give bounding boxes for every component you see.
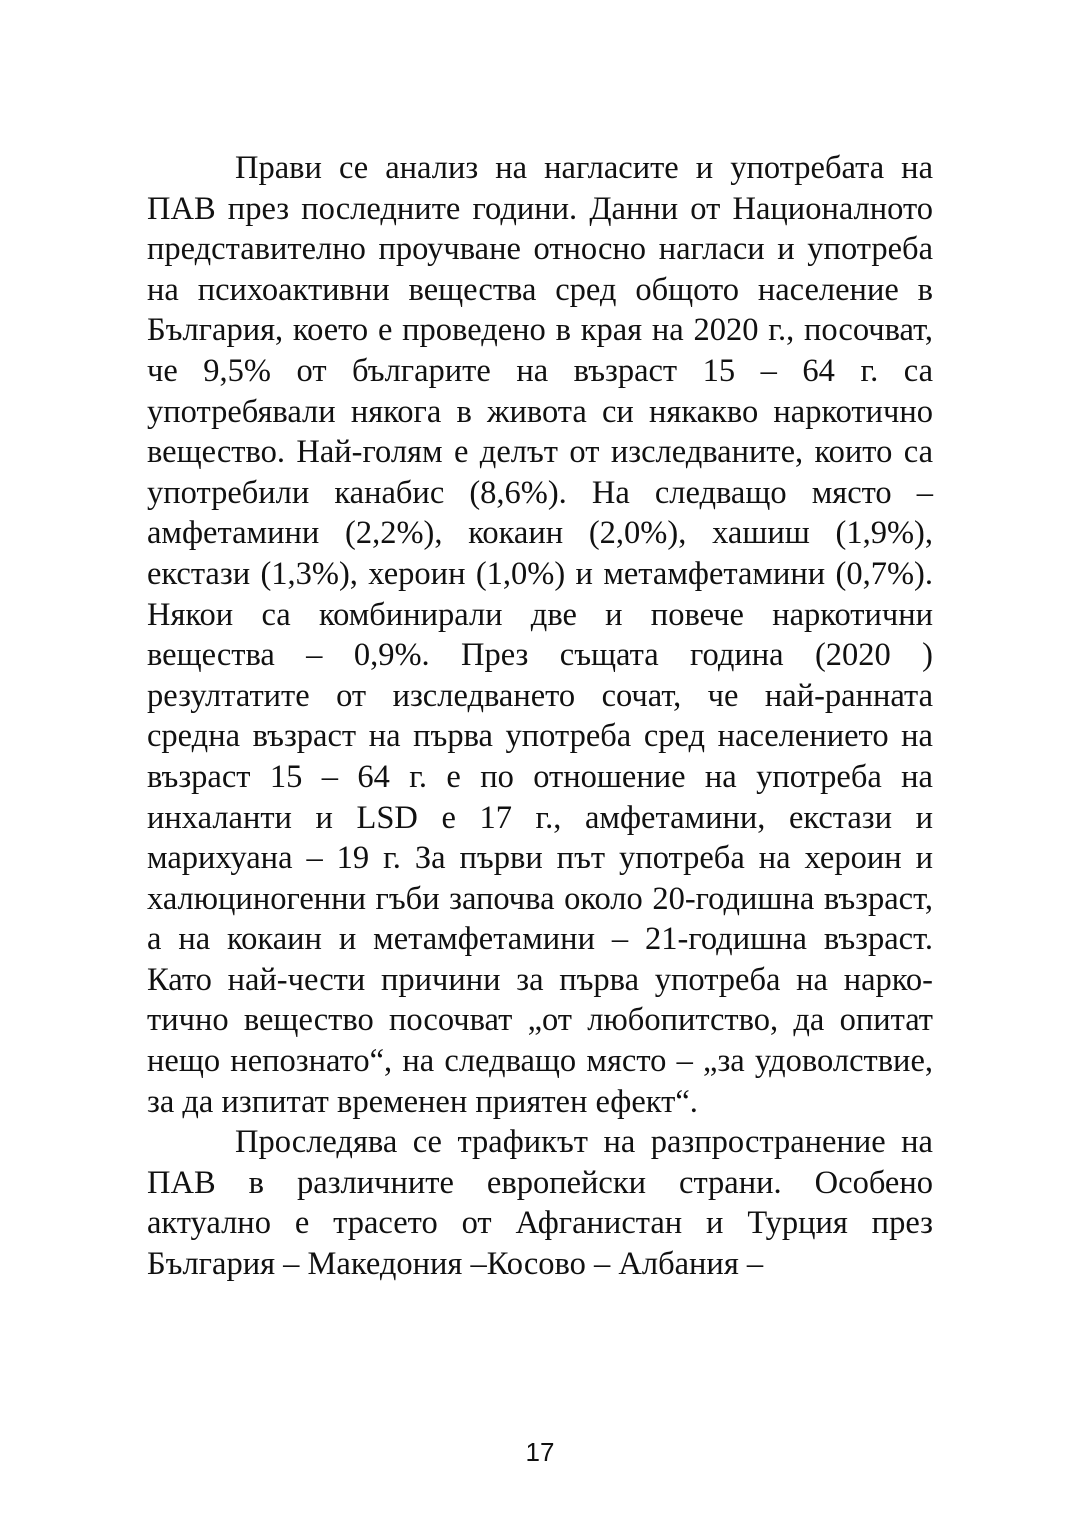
page-number: 17 bbox=[525, 1437, 555, 1467]
body-text bbox=[147, 148, 933, 1285]
paragraph-trafficking-routes: Проследява се трафикът на разпространение на ПАВ в различните европейски страни. Особено актуално е трасето от Афганистан и Турция през България – Македония –Косово – Албания – bbox=[147, 1124, 933, 1283]
paragraph-drug-use-analysis: Прави се анализ на нагласите и употребата на ПАВ през последните години. Данни от Националното представително проучване относно нагласи и употреба на психоактивни вещества сред общото население в България, което е проведено в края на 2020 г., посочват, че 9,5% от българите на възраст 15 – 64 г. са употребявали някога в живота си някакво наркотично вещество. Най-голям е делът от изследваните, които са употребили канабис (8,6%). На следващо място – амфетамини (2,2%), кокаин (2,0%), хашиш (1,9%), екстази (1,3%), хероин (1,0%) и метамфетамини (0,7%). Някои са комбинирали две и повече наркотични вещества – 0,9%. През същата година (2020 ) резултатите от изследването сочат, че най-ранната средна възраст на първа употреба сред населението на възраст 15 – 64 г. е по отношение на употреба на инхаланти и LSD е 17 г., амфетамини, екстази и марихуана – 19 г. За първи път употреба на хероин и халюциногенни гъби започва около 20-годишна възраст, а на кокаин и метамфетамини – 21-годишна възраст. Като най-чести причини за първа употреба на наркотично вещество посочват „от любопитство, да опитат нещо непознато“, на следващо място – „за удоволствие, за да изпитат временен приятен ефект“. bbox=[147, 150, 933, 1120]
